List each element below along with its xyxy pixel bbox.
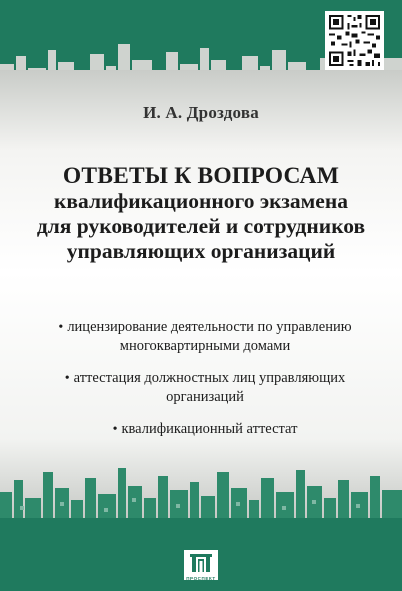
list-item-line bbox=[30, 318, 380, 337]
bullet-marker: • bbox=[112, 422, 118, 437]
list-item-text: квалификационный аттестат bbox=[121, 421, 298, 437]
qr-code-icon bbox=[325, 11, 384, 70]
title-line: квалификационного экзамена bbox=[54, 189, 348, 213]
topic-list bbox=[30, 318, 380, 453]
list-item-line bbox=[30, 369, 380, 388]
author-name: И. А. Дроздова bbox=[143, 103, 259, 122]
title-line: управляющих организаций bbox=[66, 239, 336, 263]
title-main: ОТВЕТЫ К ВОПРОСАМ bbox=[62, 163, 340, 189]
book-title bbox=[20, 163, 382, 264]
list-item-text: аттестация должностных лиц управляющих bbox=[73, 370, 346, 386]
publisher-name: ПРОСПЕКТ bbox=[186, 576, 216, 581]
list-item-line bbox=[30, 420, 380, 439]
title-line: для руководителей и сотрудников bbox=[36, 214, 366, 238]
list-item bbox=[30, 318, 380, 355]
list-item bbox=[30, 369, 380, 406]
list-item-text: лицензирование деятельности по управлению bbox=[67, 319, 352, 335]
list-item-text: многоквартирными домами bbox=[119, 338, 291, 354]
bullet-marker: • bbox=[58, 320, 64, 335]
list-item bbox=[30, 420, 380, 439]
list-item-text: организаций bbox=[166, 389, 244, 405]
bullet-marker: • bbox=[64, 371, 70, 386]
